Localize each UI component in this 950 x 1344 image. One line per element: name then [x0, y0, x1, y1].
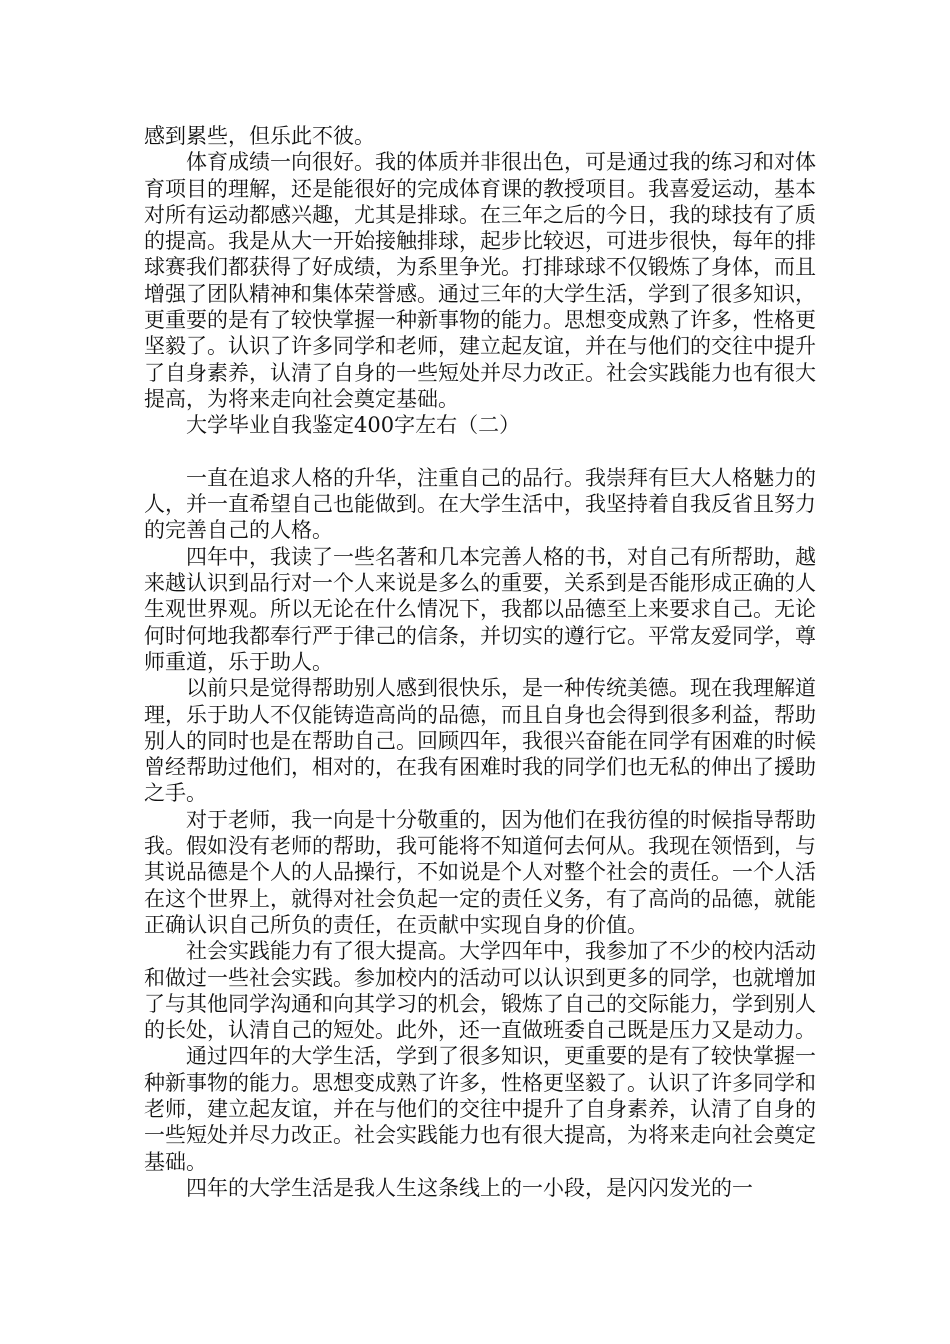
paragraph: 一直在追求人格的升华，注重自己的品行。我崇拜有巨大人格魅力的人，并一直希望自己也能做到。在大学生活中，我坚持着自我反省且努力的完善自己的人格。 — [144, 465, 816, 543]
document-part-1 — [144, 123, 816, 412]
paragraph: 社会实践能力有了很大提高。大学四年中，我参加了不少的校内活动和做过一些社会实践。参加校内的活动可以认识到更多的同学，也就增加了与其他同学沟通和向其学习的机会，锻炼了自己的交际能力，学到别人的长处，认清自己的短处。此外，还一直做班委自己既是压力又是动力。 — [144, 939, 816, 1043]
paragraph: 对于老师，我一向是十分敬重的，因为他们在我彷徨的时候指导帮助我。假如没有老师的帮助，我可能将不知道何去何从。我现在领悟到，与其说品德是个人的人品操行，不如说是个人对整个社会的责任。一个人活在这个世界上，就得对社会负起一定的责任义务，有了高尚的品德，就能正确认识自己所负的责任，在贡献中实现自身的价值。 — [144, 807, 816, 937]
paragraph: 四年的大学生活是我人生这条线上的一小段，是闪闪发光的一 — [186, 1175, 753, 1200]
paragraph: 以前只是觉得帮助别人感到很快乐，是一种传统美德。现在我理解道理，乐于助人不仅能铸造高尚的品德，而且自身也会得到很多利益，帮助别人的同时也是在帮助自己。回顾四年，我很兴奋能在同学有困难的时候曾经帮助过他们，相对的，在我有困难时我的同学们也无私的伸出了援助之手。 — [144, 676, 816, 806]
paragraph: 通过四年的大学生活，学到了很多知识，更重要的是有了较快掌握一种新事物的能力。思想变成熟了许多，性格更坚毅了。认识了许多同学和老师，建立起友谊，并在与他们的交往中提升了自身素养，认清了自身的一些短处并尽力改正。社会实践能力也有很大提高，为将来走向社会奠定基础。 — [144, 1044, 816, 1174]
paragraph: 四年中，我读了一些名著和几本完善人格的书，对自己有所帮助，越来越认识到品行对一个人来说是多么的重要，关系到是否能形成正确的人生观世界观。所以无论在什么情况下，我都以品德至上来要求自己。无论何时何地我都奉行严于律己的信条，并切实的遵行它。平常友爱同学，尊师重道，乐于助人。 — [144, 544, 816, 674]
section-heading: 大学毕业自我鉴定400字左右（二） — [186, 413, 521, 438]
document-part-2 — [144, 465, 816, 1201]
document-body — [144, 123, 816, 1201]
paragraph: 感到累些，但乐此不彼。 — [144, 124, 375, 148]
paragraph: 体育成绩一向很好。我的体质并非很出色，可是通过我的练习和对体育项目的理解，还是能很好的完成体育课的教授项目。我喜爱运动，基本对所有运动都感兴趣，尤其是排球。在三年之后的今日，我的球技有了质的提高。我是从大一开始接触排球，起步比较迟，可进步很快，每年的排球赛我们都获得了好成绩，为系里争光。打排球球不仅锻炼了身体，而且增强了团队精神和集体荣誉感。通过三年的大学生活，学到了很多知识，更重要的是有了较快掌握一种新事物的能力。思想变成熟了许多，性格更坚毅了。认识了许多同学和老师，建立起友谊，并在与他们的交往中提升了自身素养，认清了自身的一些短处并尽力改正。社会实践能力也有很大提高，为将来走向社会奠定基础。 — [144, 150, 816, 411]
blank-line — [144, 439, 816, 465]
